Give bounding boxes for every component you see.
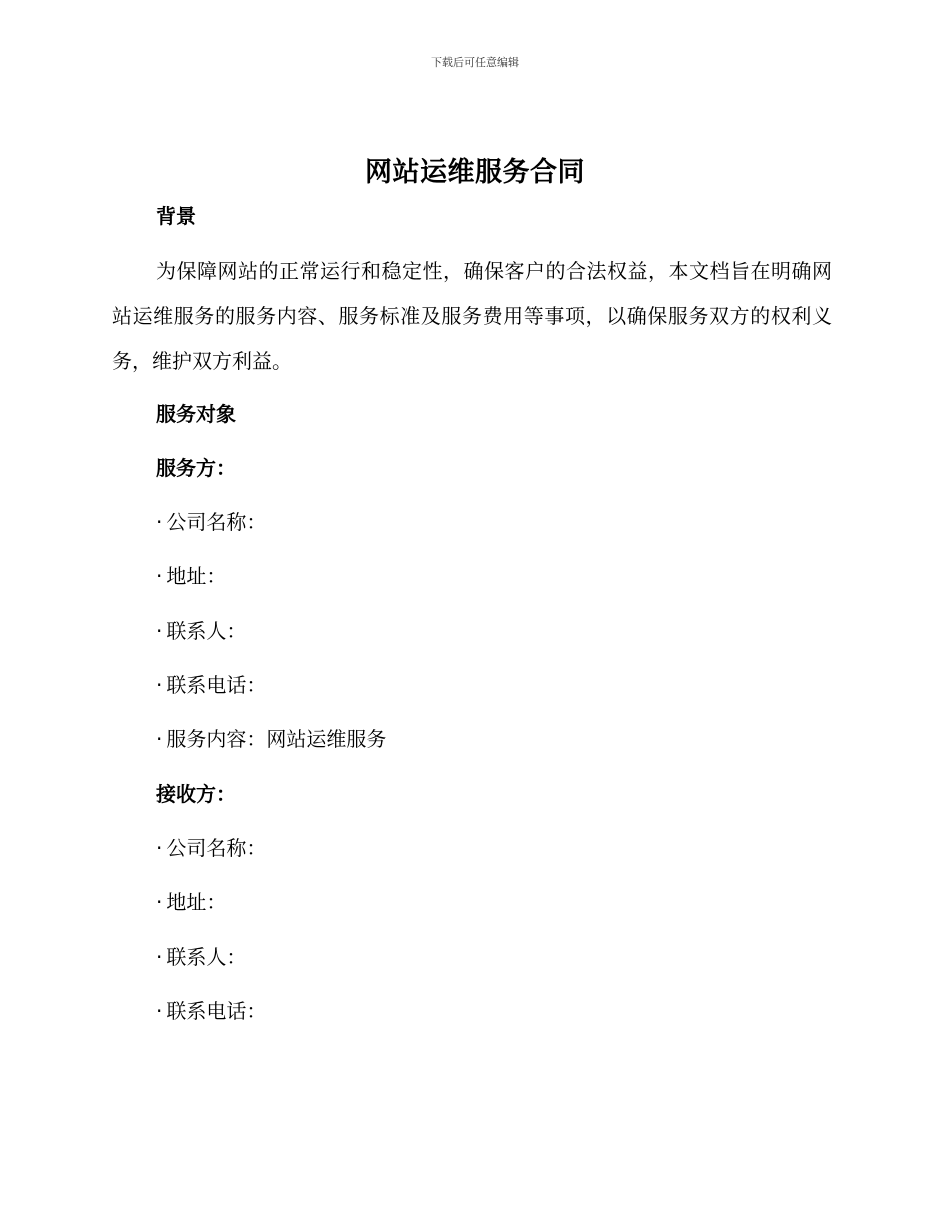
provider-company-name-item	[156, 506, 266, 535]
bullet-dot: ·	[156, 673, 163, 697]
bullet-dot: ·	[156, 510, 163, 534]
bullet-dot: ·	[156, 945, 163, 969]
receiver-contact-item	[156, 941, 246, 970]
bullet-dot: ·	[156, 836, 163, 860]
document-title: 网站运维服务合同	[365, 157, 585, 188]
provider-heading: 服务方：	[156, 456, 236, 480]
provider-address-item	[156, 560, 226, 589]
provider-phone-item	[156, 669, 266, 698]
header-note: 下载后可任意编辑	[431, 56, 519, 69]
provider-contact-item	[156, 615, 246, 644]
background-heading: 背景	[156, 204, 196, 228]
provider-phone-label: 联系电话：	[166, 673, 267, 697]
receiver-contact-label: 联系人：	[166, 945, 247, 969]
receiver-company-name-label: 公司名称：	[166, 836, 267, 860]
provider-address-label: 地址：	[166, 564, 227, 588]
receiver-phone-item	[156, 995, 266, 1024]
provider-contact-label: 联系人：	[166, 619, 247, 643]
receiver-phone-label: 联系电话：	[166, 999, 267, 1023]
receiver-address-label: 地址：	[166, 890, 227, 914]
provider-company-name-label: 公司名称：	[166, 510, 267, 534]
provider-service-content-item	[156, 723, 386, 752]
bullet-dot: ·	[156, 564, 163, 588]
bullet-dot: ·	[156, 619, 163, 643]
service-object-heading: 服务对象	[156, 402, 236, 426]
bullet-dot: ·	[156, 999, 163, 1023]
receiver-heading: 接收方：	[156, 782, 236, 806]
provider-service-content-label: 服务内容：网站运维服务	[166, 727, 387, 751]
receiver-company-name-item	[156, 832, 266, 861]
bullet-dot: ·	[156, 727, 163, 751]
bullet-dot: ·	[156, 890, 163, 914]
receiver-address-item	[156, 886, 226, 915]
background-paragraph: 为保障网站的正常运行和稳定性，确保客户的合法权益，本文档旨在明确网站运维服务的服务内容、服务标准及服务费用等事项，以确保服务双方的权利义务，维护双方利益。	[112, 259, 832, 373]
